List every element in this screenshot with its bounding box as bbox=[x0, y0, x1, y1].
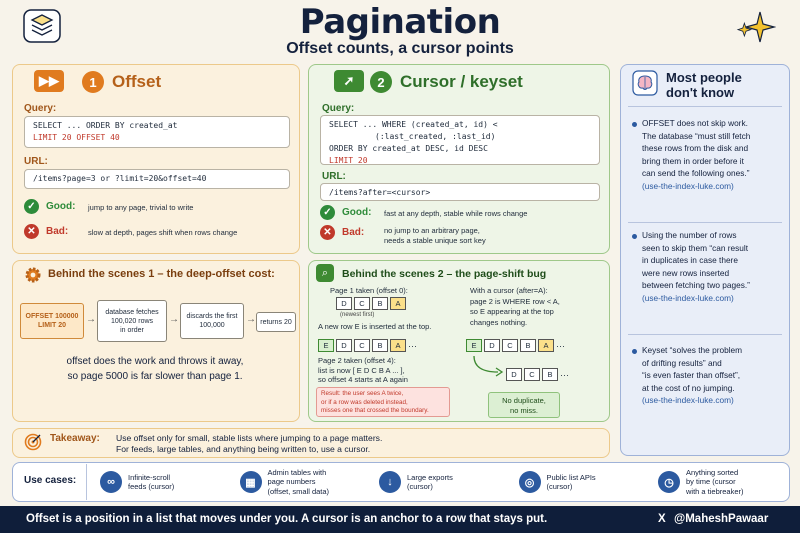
use-case-item bbox=[519, 466, 647, 498]
bullet bbox=[632, 234, 637, 239]
download-icon: ↓ bbox=[379, 471, 401, 493]
row-cell: D bbox=[484, 339, 500, 352]
cursor-good-label: Good: bbox=[342, 207, 372, 218]
row-cursor-page2 bbox=[506, 368, 569, 381]
row-after-insert bbox=[318, 339, 417, 352]
step-return-rows: returns 20 bbox=[256, 312, 296, 332]
offset-good-label: Good: bbox=[46, 201, 76, 212]
behind-scenes-1-caption: offset does the work and throws it away, so page 5000 is far slower than page 1. bbox=[66, 356, 244, 382]
page1-label: Page 1 taken (offset 0): bbox=[330, 286, 408, 295]
cursor-query-label: Query: bbox=[322, 103, 355, 114]
row-cell: A bbox=[538, 339, 554, 352]
globe-icon: ◎ bbox=[519, 471, 541, 493]
pointer-arrow-icon: ➚ bbox=[334, 70, 364, 92]
step-offset-query: OFFSET 100000 LIMIT 20 bbox=[20, 303, 84, 339]
offset-url-label: URL: bbox=[24, 156, 48, 167]
row-cell: A bbox=[390, 339, 406, 352]
fast-forward-icon: ▶▶ bbox=[34, 70, 64, 92]
source-link[interactable]: (use-the-index-luke.com) bbox=[642, 180, 734, 191]
row-cell: B bbox=[372, 297, 388, 310]
row-cell: C bbox=[354, 297, 370, 310]
cursor-url-label: URL: bbox=[322, 171, 346, 182]
use-case-text: Public list APIs (cursor) bbox=[546, 472, 596, 491]
infinity-icon: ∞ bbox=[100, 471, 122, 493]
brain-icon bbox=[632, 70, 658, 96]
x-logo-icon: X bbox=[658, 513, 666, 525]
use-case-text: Admin tables with page numbers (offset, small data) bbox=[267, 467, 330, 496]
clock-icon: ◷ bbox=[658, 471, 680, 493]
cursor-bad-label: Bad: bbox=[342, 227, 365, 238]
arrow-right-icon: → bbox=[169, 314, 179, 325]
row-cell: E bbox=[466, 339, 482, 352]
row-cell: C bbox=[502, 339, 518, 352]
row-cell: E bbox=[318, 339, 334, 352]
cross-icon: ✕ bbox=[24, 224, 39, 239]
cursor-good-text: fast at any depth, stable while rows change bbox=[384, 209, 528, 218]
no-duplicate-note: No duplicate, no miss. bbox=[488, 392, 560, 418]
use-case-text: Large exports (cursor) bbox=[407, 472, 453, 491]
row-cell: B bbox=[520, 339, 536, 352]
offset-number: 1 bbox=[82, 71, 104, 93]
takeaway-label: Takeaway: bbox=[50, 433, 100, 444]
most-people-title: Most people don't know bbox=[666, 70, 742, 100]
fact-3: Keyset “solves the problem of drifting results” and “is even faster than offset”, at the cost of no jumping. (use-the-index-luke.com) bbox=[642, 345, 743, 405]
row-cell: C bbox=[354, 339, 370, 352]
check-icon: ✓ bbox=[24, 199, 39, 214]
row-cell: B bbox=[372, 339, 388, 352]
step-fetch-rows: database fetches 100,020 rows in order bbox=[97, 300, 167, 342]
curved-arrow-icon bbox=[470, 354, 506, 378]
ellipsis: ··· bbox=[560, 369, 569, 380]
row-cursor-list bbox=[466, 339, 565, 352]
use-cases-list bbox=[100, 466, 786, 498]
offset-bad-label: Bad: bbox=[46, 226, 69, 237]
behind-scenes-1-title: Behind the scenes 1 – the deep-offset cost: bbox=[48, 268, 275, 280]
insert-note: A new row E is inserted at the top. bbox=[318, 322, 432, 331]
cursor-explain: With a cursor (after=A): page 2 is WHERE row < A, so E appearing at the top changes nothing. bbox=[470, 286, 560, 327]
row-cell: D bbox=[336, 297, 352, 310]
use-case-item bbox=[658, 466, 786, 498]
use-case-item bbox=[100, 466, 228, 498]
sparkle-icon bbox=[736, 8, 776, 48]
row-page1 bbox=[336, 297, 406, 310]
newest-first-note: (newest first) bbox=[340, 312, 375, 318]
footer-tagline: Offset is a position in a list that moves under you. A cursor is an anchor to a row that stays put. bbox=[26, 513, 548, 525]
cross-icon: ✕ bbox=[320, 225, 335, 240]
cursor-bad-text1: no jump to an arbitrary page, bbox=[384, 226, 480, 235]
row-cell: B bbox=[542, 368, 558, 381]
cursor-number: 2 bbox=[370, 71, 392, 93]
fact-2: Using the number of rows seen to skip them “can result in duplicates in case there were new rows inserted between fetching two pages.” (use-the-index-luke.com) bbox=[642, 230, 750, 303]
offset-good-text: jump to any page, trivial to write bbox=[88, 203, 194, 212]
page2-note: Page 2 taken (offset 4): list is now [ E D C B A ... ], so offset 4 starts at A again bbox=[318, 356, 408, 384]
divider bbox=[86, 464, 87, 500]
author-handle[interactable]: @MaheshPawaar bbox=[674, 513, 769, 525]
page-title: Pagination bbox=[299, 2, 501, 42]
takeaway-text: Use offset only for small, stable lists where jumping to a page matters. For feeds, large tables, and anything being written to, use a cursor. bbox=[116, 433, 383, 454]
cursor-title: Cursor / keyset bbox=[400, 72, 523, 91]
divider bbox=[628, 334, 782, 335]
source-link[interactable]: (use-the-index-luke.com) bbox=[642, 292, 734, 303]
cursor-bad-text2: needs a stable unique sort key bbox=[384, 236, 486, 245]
offset-title: Offset bbox=[112, 72, 162, 91]
page-subtitle: Offset counts, a cursor points bbox=[286, 40, 514, 57]
offset-url-code: /items?page=3 or ?limit=20&offset=40 bbox=[24, 169, 290, 189]
offset-query-code: SELECT ... ORDER BY created_at LIMIT 20 OFFSET 40 bbox=[24, 116, 290, 148]
row-cell: D bbox=[336, 339, 352, 352]
arrow-right-icon: → bbox=[86, 314, 96, 325]
offset-query-label: Query: bbox=[24, 103, 57, 114]
use-cases-label: Use cases: bbox=[24, 475, 77, 486]
offset-bad-text: slow at depth, pages shift when rows change bbox=[88, 228, 238, 237]
row-cell: C bbox=[524, 368, 540, 381]
cursor-query-code: SELECT ... WHERE (created_at, id) < (:last_created, :last_id) ORDER BY created_at DESC, id DESC LIMIT 20 bbox=[320, 115, 600, 165]
table-icon: ▦ bbox=[240, 471, 262, 493]
result-warning: Result: the user sees A twice, or if a row was deleted instead, misses one that crossed the boundary. bbox=[316, 387, 450, 417]
fact-1: OFFSET does not skip work. The database “must still fetch these rows from the disk and bring them in order before it can send the following ones.” (use-the-index-luke.com) bbox=[642, 118, 751, 191]
bullet bbox=[632, 349, 637, 354]
step-discard-rows: discards the first 100,000 bbox=[180, 303, 244, 339]
check-icon: ✓ bbox=[320, 205, 335, 220]
row-cell: A bbox=[390, 297, 406, 310]
cursor-url-code: /items?after=<cursor> bbox=[320, 183, 600, 201]
gear-icon bbox=[24, 266, 42, 284]
bullet bbox=[632, 122, 637, 127]
use-case-item bbox=[240, 466, 368, 498]
ellipsis: ··· bbox=[408, 340, 417, 351]
behind-scenes-2-title: Behind the scenes 2 – the page-shift bug bbox=[342, 268, 547, 280]
magnifier-icon: ⌕ bbox=[316, 264, 334, 282]
use-case-text: Infinite-scroll feeds (cursor) bbox=[128, 472, 175, 491]
divider bbox=[628, 106, 782, 107]
row-cell: D bbox=[506, 368, 522, 381]
use-case-item bbox=[379, 466, 507, 498]
divider bbox=[628, 222, 782, 223]
ellipsis: ··· bbox=[556, 340, 565, 351]
arrow-right-icon: → bbox=[246, 314, 256, 325]
source-link[interactable]: (use-the-index-luke.com) bbox=[642, 395, 734, 405]
target-icon bbox=[24, 433, 42, 451]
use-case-text: Anything sorted by time (cursor with a tiebreaker) bbox=[686, 467, 744, 496]
